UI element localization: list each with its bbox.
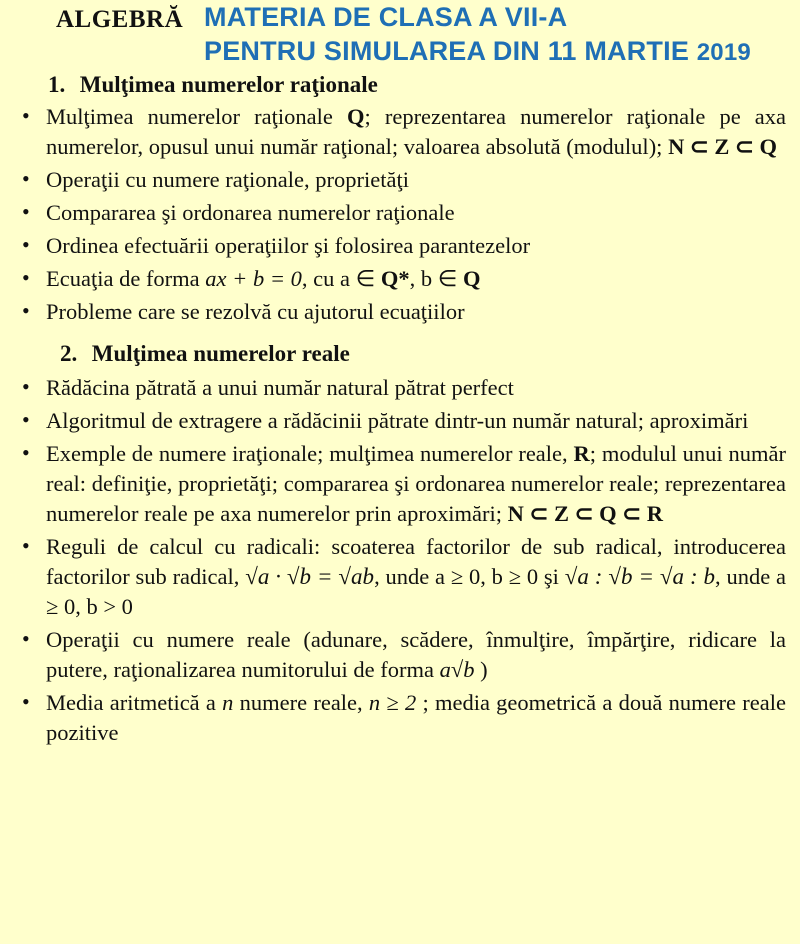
document-header — [8, 0, 790, 72]
list-item — [8, 406, 790, 436]
list-item-text: Compararea şi ordonarea numerelor raţionale — [46, 200, 455, 225]
title-line-2 — [204, 34, 800, 70]
text-run: Mulţimea numerelor raţionale — [46, 104, 347, 129]
title-line-1: MATERIA DE CLASA A VII-A — [204, 2, 568, 32]
text-run: Operaţii cu numere reale (adunare, scădere, înmulţire, împărţire, ridicare la putere, raţionalizarea numitorului de forma — [46, 627, 786, 682]
text-run: , unde a ≥ 0, b > 0 — [46, 564, 787, 619]
list-item-text: Probleme care se rezolvă cu ajutorul ecuaţiilor — [46, 299, 465, 324]
text-run: ; media geometrică a două numere reale pozitive — [46, 690, 786, 745]
text-run-bold: R — [573, 441, 590, 466]
text-run: Exemple de numere iraţionale; mulţimea numerelor reale, — [46, 441, 574, 466]
section-1-title: Mulţimea numerelor raţionale — [79, 72, 378, 97]
section-1-heading — [8, 72, 790, 98]
text-run-bold: N ⊂ Z ⊂ Q ⊂ R — [507, 501, 663, 526]
variable-n: n — [222, 690, 234, 715]
document-content — [8, 72, 790, 748]
text-run: numere reale, — [233, 690, 369, 715]
list-item — [8, 439, 790, 529]
section-1-list — [8, 102, 790, 327]
text-run: , b ∈ — [409, 266, 463, 291]
text-run-bold: N ⊂ Z ⊂ Q — [668, 134, 778, 159]
page-title — [204, 0, 800, 70]
list-item — [8, 297, 790, 327]
list-item — [8, 231, 790, 261]
list-item — [8, 264, 790, 294]
list-item — [8, 198, 790, 228]
section-2-title: Mulţimea numerelor reale — [91, 341, 350, 366]
formula-denominator-form: a√b — [439, 657, 475, 682]
text-run-bold: Q — [462, 266, 481, 291]
section-2-list — [8, 373, 790, 748]
list-item-text — [46, 625, 786, 685]
text-run: ; modulul unui număr real: definiţie, proprietăţi; compararea şi ordonarea numerelor reale; reprezentarea numerelor reale pe axa numerelor prin aproximări; — [46, 441, 786, 526]
title-line-2-text: PENTRU SIMULAREA DIN 11 MARTIE — [204, 36, 697, 66]
text-run-bold: Q* — [380, 266, 410, 291]
section-2-heading — [8, 341, 790, 367]
subject-label: ALGEBRĂ — [56, 6, 184, 33]
section-1-number: 1. — [48, 72, 66, 97]
text-run: , unde a ≥ 0, b ≥ 0 şi — [374, 564, 559, 589]
list-item-text — [46, 688, 786, 748]
title-year: 2019 — [696, 39, 751, 66]
formula-linear-equation: ax + b = 0 — [205, 266, 302, 291]
text-run: ; reprezentarea numerelor raţionale pe axa numerelor, opusul unui număr raţional; valoarea absolută (modulul); — [46, 104, 787, 159]
list-item-text: • Algoritmul de extragere a rădăcinii pătrate dintr-un număr natural; aproximări — [46, 408, 749, 433]
text-run: Media aritmetică a — [46, 690, 223, 715]
list-item-text: Rădăcina pătrată a unui număr natural pătrat perfect — [46, 375, 514, 400]
section-2-number: 2. — [60, 341, 78, 366]
list-item-text — [46, 532, 786, 622]
list-item — [8, 532, 790, 622]
list-item — [8, 373, 790, 403]
text-run-bold: Q — [346, 104, 365, 129]
list-item-text: Ordinea efectuării operaţiilor şi folosirea parantezelor — [46, 233, 531, 258]
list-item-text — [46, 102, 786, 162]
list-item — [8, 102, 790, 162]
list-item-text: Operaţii cu numere raţionale, proprietăţi — [46, 167, 409, 192]
list-item — [8, 688, 790, 748]
list-item-text — [46, 439, 786, 529]
formula-radical-quotient: √a : √b = √a : b — [564, 564, 716, 589]
text-run: , cu a ∈ — [301, 266, 381, 291]
list-item — [8, 625, 790, 685]
formula-n-condition: n ≥ 2 — [368, 690, 417, 715]
list-item — [8, 165, 790, 195]
text-run: Ecuaţia de forma — [46, 266, 206, 291]
text-run: Reguli de calcul cu radicali: scoaterea factorilor de sub radical, introducerea factorilor sub radical, — [46, 534, 786, 589]
formula-radical-product: √a · √b = √ab — [245, 564, 375, 589]
text-run: ) — [474, 657, 488, 682]
